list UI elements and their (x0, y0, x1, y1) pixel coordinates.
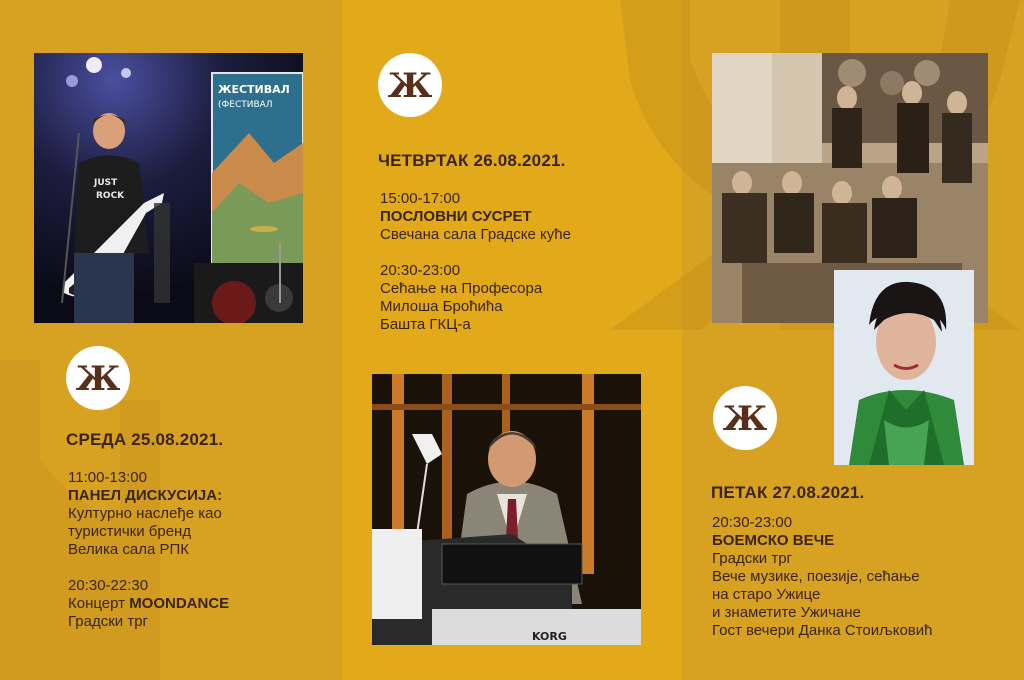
zh-monogram-logo-icon (387, 62, 433, 108)
event-desc-line: Милоша Броћића (380, 298, 503, 315)
day-heading-thursday: ЧЕТВРТАК 26.08.2021. (378, 151, 566, 170)
concert-line (68, 595, 328, 613)
singer-portrait-photo (834, 270, 974, 465)
concert-photo (34, 53, 303, 323)
event-time: 20:30-23:00 (712, 514, 793, 531)
friday-events (712, 514, 1012, 640)
day-heading-friday: ПЕТАК 27.08.2021. (711, 483, 865, 502)
event-title: ПОСЛОВНИ СУСРЕТ (380, 208, 532, 225)
shirt-text-1: JUST (94, 178, 118, 188)
event-place: Градски трг (68, 613, 149, 630)
concert-band-name: MOONDANCE (129, 595, 230, 612)
wednesday-events (68, 469, 328, 631)
concert-prefix: Концерт (68, 595, 130, 612)
event-time: 11:00-13:00 (68, 469, 147, 486)
thursday-events (380, 190, 670, 334)
event-time: 20:30-22:30 (68, 577, 149, 594)
event-place: Велика сала РПК (68, 541, 190, 558)
event-guest-line: Гост вечери Данка Стоиљковић (712, 622, 933, 639)
event-place: Свечана сала Градске куће (380, 226, 571, 243)
festival-logo-right (713, 386, 777, 450)
zh-monogram-logo-icon (722, 395, 768, 441)
event-desc-line: Вече музике, поезије, сећање (712, 568, 920, 585)
event-desc-line: туристички бренд (68, 523, 192, 540)
event-time: 15:00-17:00 (380, 190, 461, 207)
festival-logo-left (66, 346, 130, 410)
event-time: 20:30-23:00 (380, 262, 461, 279)
zh-monogram-logo-icon (75, 355, 121, 401)
pianist-photo (372, 374, 641, 645)
festival-logo-middle (378, 53, 442, 117)
event-place: Башта ГКЦ-а (380, 316, 471, 333)
svg-text:Ж: Ж (75, 359, 121, 399)
event-title: ПАНЕЛ ДИСКУСИЈА: (68, 487, 223, 504)
svg-text:Ж: Ж (722, 399, 768, 439)
banner-line-1: ЖЕСТИВАЛ (218, 83, 290, 96)
event-title: БОЕМСКО ВЕЧЕ (712, 532, 835, 549)
event-desc-line: и знаметите Ужичане (712, 604, 861, 621)
event-place: Градски трг (712, 550, 793, 567)
svg-text:Ж: Ж (387, 66, 433, 106)
day-heading-wednesday: СРЕДА 25.08.2021. (66, 430, 224, 449)
keyboard-brand: KORG (532, 630, 567, 643)
event-desc-line: Сећање на Професора (380, 280, 543, 297)
event-desc-line: на старо Ужице (712, 586, 821, 603)
banner-line-2: (ФЕСТИВАЛ (218, 100, 273, 110)
event-desc-line: Културно наслеђе као (68, 505, 222, 522)
shirt-text-2: ROCK (96, 191, 125, 201)
